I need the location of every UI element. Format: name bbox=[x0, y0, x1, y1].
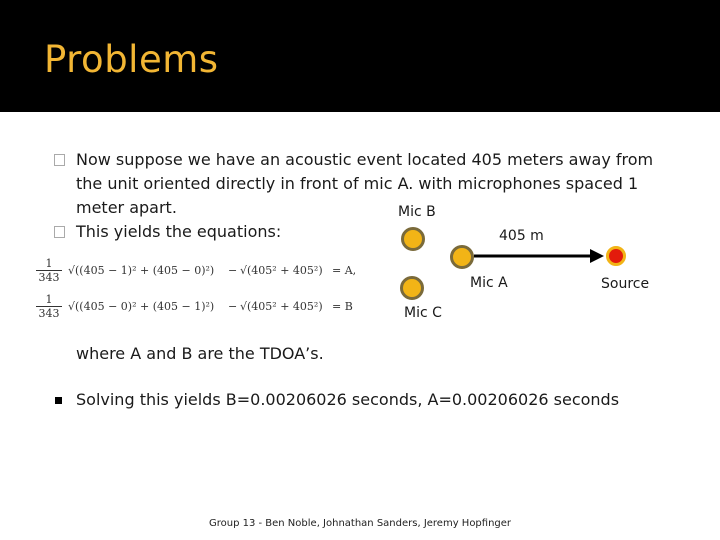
slide-title: Problems bbox=[44, 38, 219, 81]
mic-c-icon bbox=[400, 276, 424, 300]
title-bar bbox=[0, 0, 720, 112]
equation-1-fraction bbox=[36, 257, 62, 284]
bullet-icon bbox=[54, 226, 65, 238]
footer-text: Group 13 - Ben Noble, Johnathan Sanders, Jeremy Hopfinger bbox=[208, 518, 512, 529]
mic-b-label: Mic B bbox=[398, 204, 436, 220]
bullet-icon bbox=[54, 154, 65, 166]
equation-2-fraction bbox=[36, 293, 62, 320]
equation-2-minus: − bbox=[228, 300, 238, 313]
bullet-line-2: the unit oriented directly in front of mic A. with microphones spaced 1 bbox=[76, 174, 639, 193]
source-icon bbox=[606, 246, 626, 266]
equation-1-minus: − bbox=[228, 264, 238, 277]
mic-c-label: Mic C bbox=[404, 305, 442, 321]
equation-2-result: = B bbox=[332, 300, 353, 313]
solving-text: Solving this yields B=0.00206026 seconds, A=0.00206026 seconds bbox=[76, 390, 620, 409]
fraction-denominator: 343 bbox=[38, 307, 60, 320]
fraction-numerator: 1 bbox=[36, 293, 62, 307]
mic-a-icon bbox=[450, 245, 474, 269]
equation-2-left-root: √((405 − 0)² + (405 − 1)²) bbox=[68, 300, 215, 313]
bullet-line-4: This yields the equations: bbox=[76, 222, 282, 241]
equation-1-left-root: √((405 − 1)² + (405 − 0)²) bbox=[68, 264, 215, 277]
distance-label: 405 m bbox=[499, 228, 544, 244]
equation-2-right-root: √(405² + 405²) bbox=[240, 300, 323, 313]
bullet-line-1: Now suppose we have an acoustic event located 405 meters away from bbox=[76, 150, 654, 169]
mic-a-label: Mic A bbox=[470, 275, 508, 291]
fraction-numerator: 1 bbox=[36, 257, 62, 271]
source-label: Source bbox=[601, 276, 650, 292]
arrow-icon bbox=[472, 246, 612, 266]
mic-b-icon bbox=[401, 227, 425, 251]
fraction-denominator: 343 bbox=[38, 271, 60, 284]
equation-1-right-root: √(405² + 405²) bbox=[240, 264, 323, 277]
tdoa-text: where A and B are the TDOA’s. bbox=[76, 344, 324, 363]
square-bullet-icon bbox=[55, 397, 62, 404]
equation-1-result: = A, bbox=[332, 264, 357, 277]
bullet-line-3: meter apart. bbox=[76, 198, 177, 217]
